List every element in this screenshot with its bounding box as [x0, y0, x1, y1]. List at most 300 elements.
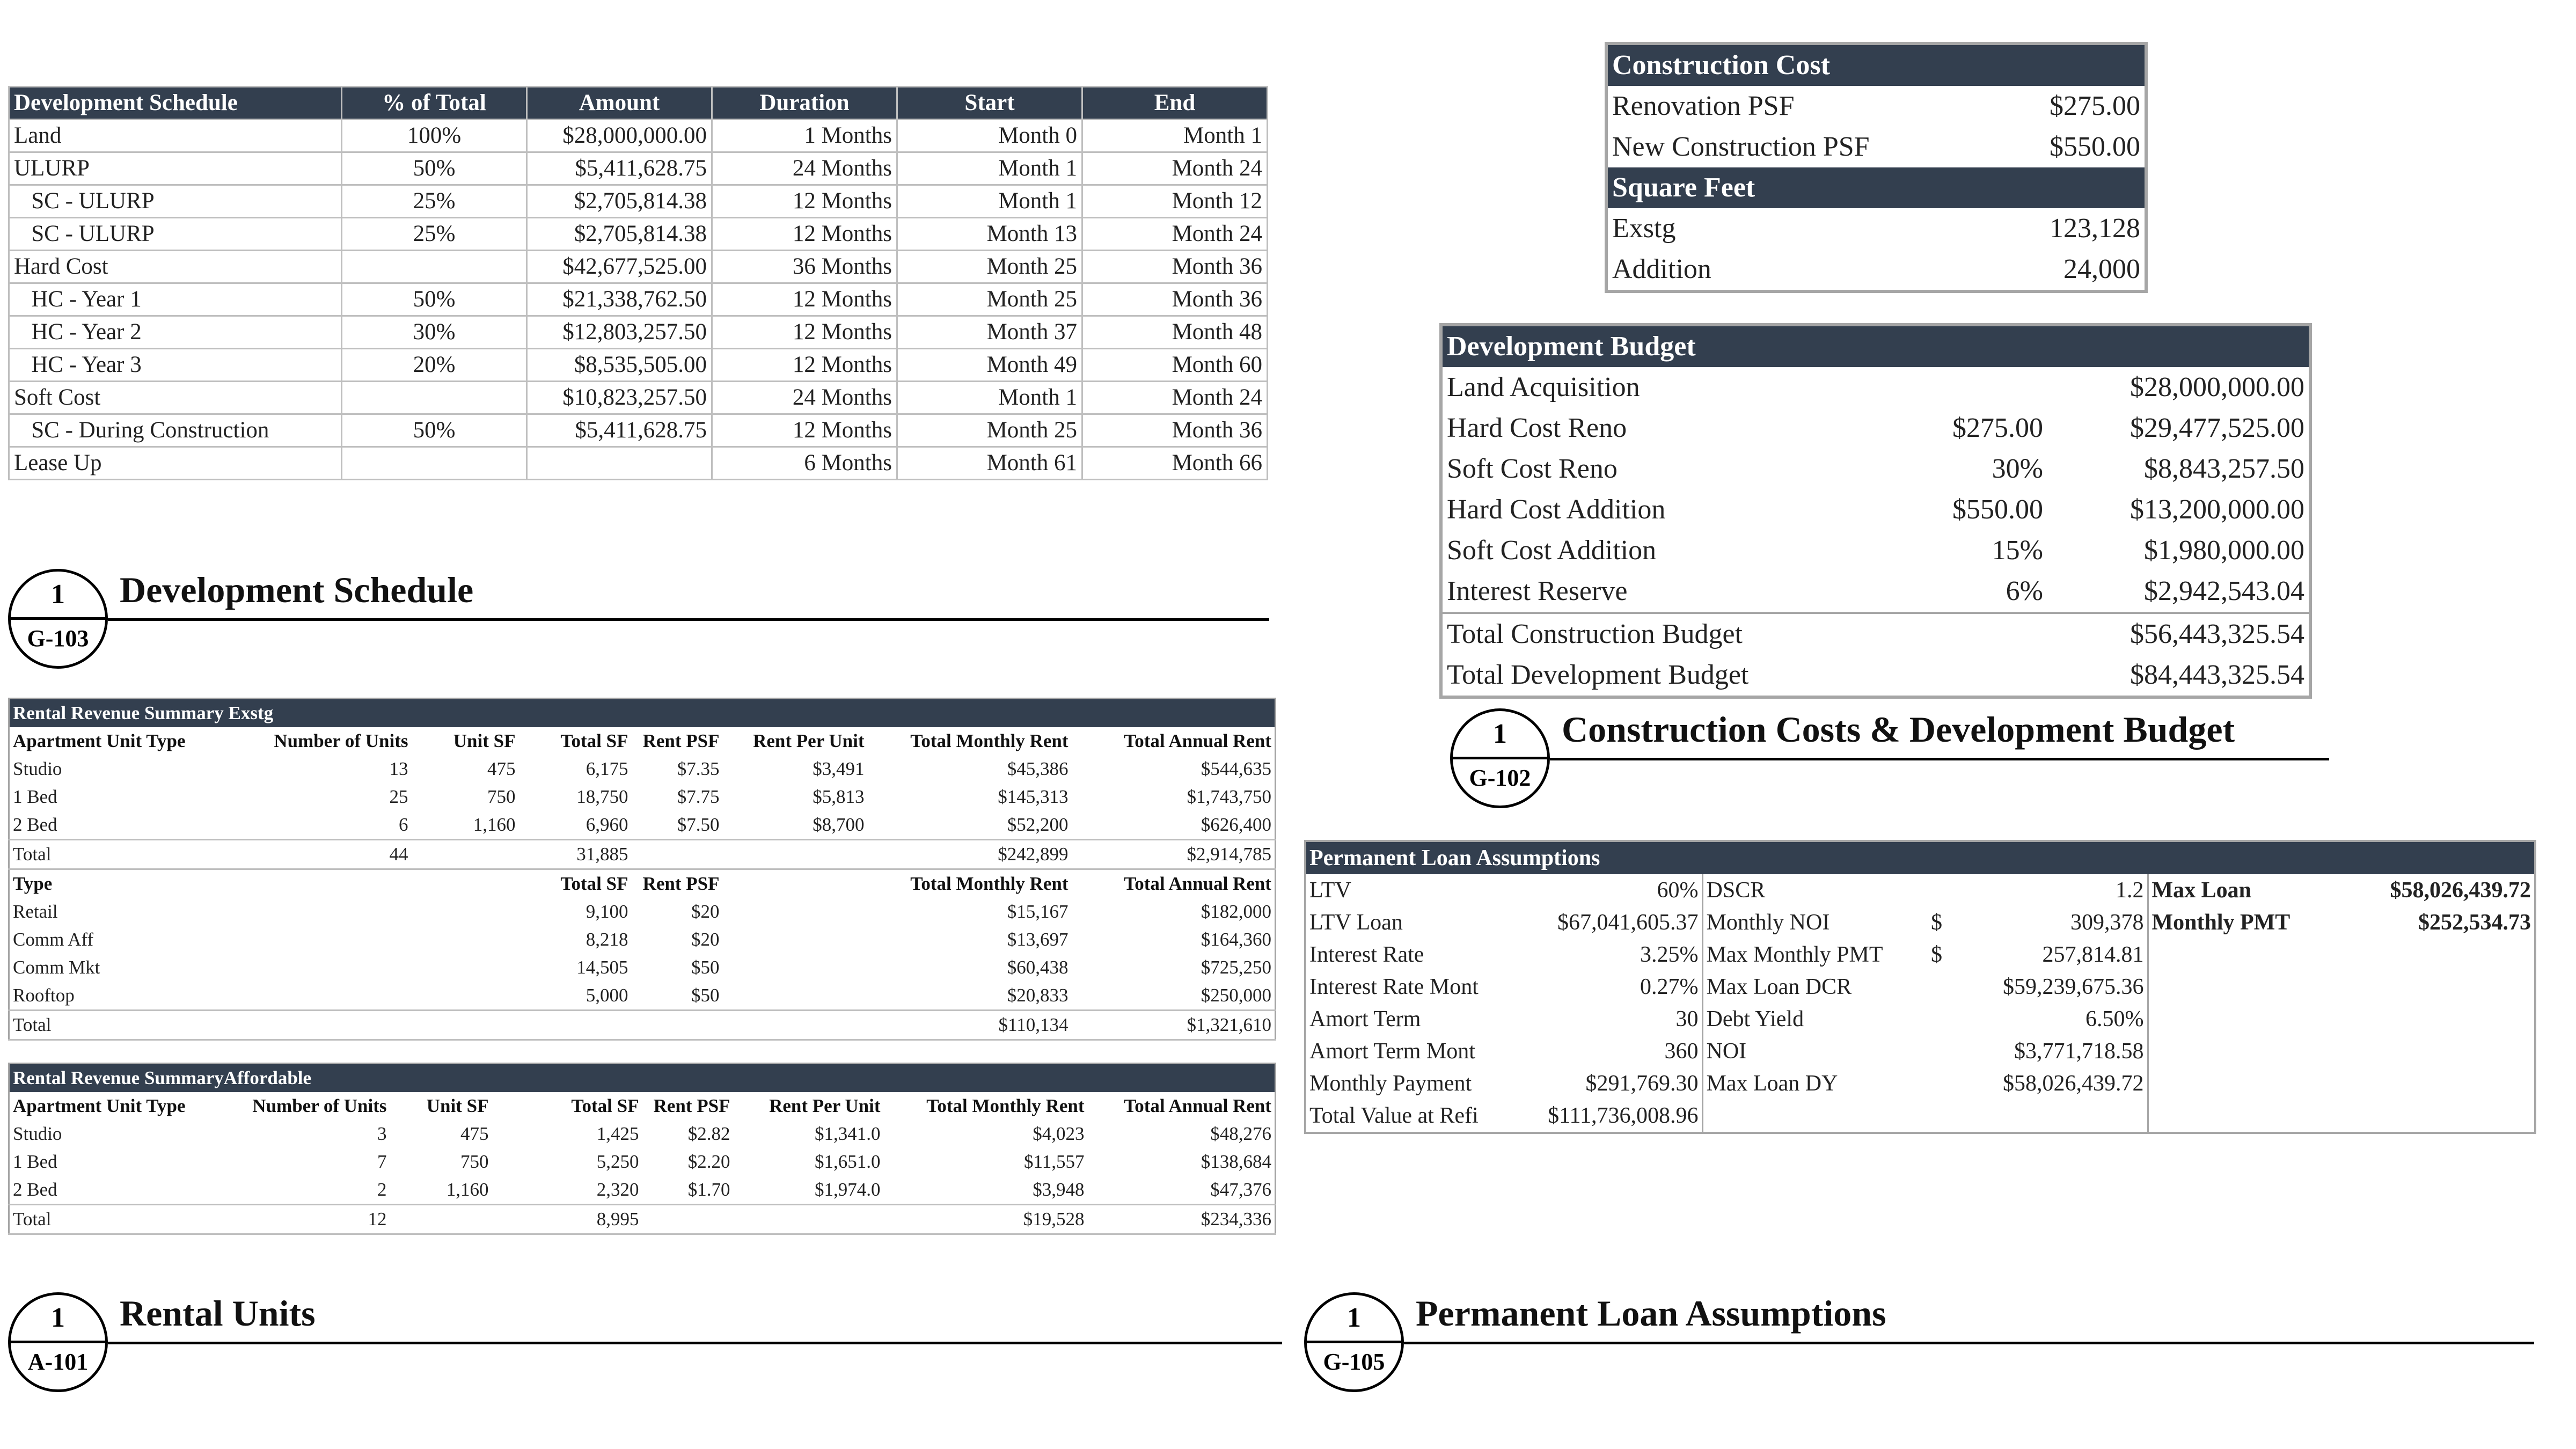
cell: 2 Bed — [13, 1179, 57, 1200]
column-header: Type — [13, 873, 53, 894]
cell: HC - Year 2 — [9, 316, 342, 349]
cell: Month 36 — [1082, 283, 1268, 316]
cell: Comm Aff — [13, 929, 94, 950]
column-header — [412, 869, 519, 898]
development-budget-header — [1441, 325, 2310, 367]
cell: New Construction PSF — [1612, 131, 1870, 162]
cell: 20% — [342, 349, 527, 382]
column-header: Unit SF — [453, 730, 516, 751]
development-schedule-table — [8, 86, 1268, 480]
cell: $110,134 — [868, 1011, 1072, 1040]
cell: $13,200,000.00 — [2130, 494, 2304, 525]
cell: $5,813 — [813, 786, 865, 807]
callout-number: 1 — [51, 1302, 65, 1333]
cell: Exstg — [1612, 213, 1676, 244]
cell: Hard Cost Reno — [1447, 413, 1627, 443]
cell: Month 25 — [897, 251, 1082, 283]
table-row — [9, 1176, 1276, 1205]
cell: 24 Months — [712, 152, 897, 185]
cell: Interest Reserve — [1447, 576, 1628, 606]
cell: Month 12 — [1082, 185, 1268, 218]
cell: Total Value at Refi — [1309, 1103, 1479, 1128]
cell: 30% — [342, 316, 527, 349]
cell: $59,239,675.36 — [2003, 975, 2144, 999]
cell: Max Loan DCR — [1702, 971, 1928, 1003]
cell — [2148, 971, 2325, 1003]
column-header-row — [9, 1092, 1276, 1120]
cell: Lease Up — [9, 447, 342, 480]
callout-divider — [8, 1341, 108, 1343]
table-row — [9, 898, 1276, 926]
cell — [2325, 1003, 2535, 1035]
cell — [2148, 1067, 2325, 1100]
callout-underline — [108, 1342, 1282, 1344]
cell: 1,160 — [473, 814, 516, 835]
cell: Month 24 — [1082, 152, 1268, 185]
callout-divider — [1304, 1341, 1404, 1343]
cell: Month 1 — [1082, 120, 1268, 152]
table-row — [9, 152, 1268, 185]
table-row — [1441, 655, 2310, 697]
cell: $13,697 — [1007, 929, 1069, 950]
cell: $56,443,325.54 — [2047, 613, 2310, 655]
cell: SC - During Construction — [9, 414, 342, 447]
table-row — [9, 251, 1268, 283]
cell: $48,276 — [1210, 1123, 1271, 1144]
cell: Hard Cost — [9, 251, 342, 283]
cell — [235, 898, 412, 926]
cell: $252,534.73 — [2418, 910, 2531, 935]
cell — [390, 1205, 492, 1234]
cell — [1976, 1100, 2148, 1133]
cell: Monthly Payment — [1309, 1071, 1472, 1096]
cell: Soft Cost — [9, 382, 342, 414]
column-header — [723, 869, 868, 898]
cell — [1913, 655, 2047, 697]
cell: Monthly NOI — [1702, 906, 1928, 939]
table-row — [9, 316, 1268, 349]
cell: $8,700 — [813, 814, 865, 835]
cell: Interest Rate Mont — [1309, 975, 1479, 999]
cell: Month 36 — [1082, 414, 1268, 447]
column-header: Rent PSF — [642, 730, 720, 751]
column-header: Rent Per Unit — [769, 1095, 881, 1116]
cell: 15% — [1992, 535, 2043, 566]
cell: Total — [9, 1205, 213, 1234]
table-row — [9, 283, 1268, 316]
cell: DSCR — [1702, 874, 1928, 906]
cell: $3,948 — [1033, 1179, 1085, 1200]
cell: $291,769.30 — [1585, 1071, 1699, 1096]
cell: $2,914,785 — [1072, 840, 1276, 869]
cell — [1928, 1003, 1976, 1035]
cell: Month 60 — [1082, 349, 1268, 382]
callout-underline — [108, 618, 1269, 621]
cell: Month 0 — [897, 120, 1082, 152]
cell — [2148, 939, 2325, 971]
column-header: Apartment Unit Type — [13, 1095, 186, 1116]
cell: $58,026,439.72 — [2003, 1071, 2144, 1096]
cell — [1928, 1035, 1976, 1067]
cell: $29,477,525.00 — [2130, 413, 2304, 443]
rental-revenue-affordable-table — [8, 1063, 1276, 1235]
table-row — [9, 349, 1268, 382]
cell: Month 24 — [1082, 218, 1268, 251]
cell: $8,843,257.50 — [2144, 453, 2304, 484]
column-header: Total Monthly Rent — [926, 1095, 1085, 1116]
table-row — [9, 1120, 1276, 1148]
cell — [2148, 1100, 2325, 1133]
callout-title: Construction Costs & Development Budget — [1562, 709, 2235, 750]
cell: $1,321,610 — [1072, 1011, 1276, 1040]
column-header: Total SF — [560, 730, 628, 751]
cell: Month 1 — [897, 185, 1082, 218]
cell: 6,960 — [586, 814, 628, 835]
cell: 3.25% — [1640, 942, 1699, 967]
cell: Amort Term — [1309, 1007, 1421, 1031]
cell: $550.00 — [2050, 131, 2140, 162]
cell — [2148, 1003, 2325, 1035]
callout-sheet: G-105 — [1323, 1349, 1385, 1375]
cell — [235, 1011, 412, 1040]
callout-number: 1 — [1493, 719, 1507, 749]
cell: 309,378 — [2070, 910, 2144, 935]
table-title: Rental Revenue Summary Exstg — [13, 702, 274, 723]
cell — [2325, 1035, 2535, 1067]
cell: $15,167 — [1007, 901, 1069, 922]
cell: $10,823,257.50 — [527, 382, 712, 414]
cell: Land — [9, 120, 342, 152]
cell: 6.50% — [2085, 1007, 2144, 1031]
cell: $2,942,543.04 — [2144, 576, 2304, 606]
cell: SC - ULURP — [9, 185, 342, 218]
column-header: Rent PSF — [653, 1095, 730, 1116]
cell: Month 1 — [897, 382, 1082, 414]
cell: $1,980,000.00 — [2144, 535, 2304, 566]
table-row — [1441, 449, 2310, 489]
cell: 5,250 — [596, 1151, 639, 1172]
column-header: Total Annual Rent — [1124, 1095, 1271, 1116]
column-header: Number of Units — [274, 730, 408, 751]
budget-body — [1441, 367, 2310, 697]
cell: $7.75 — [677, 786, 720, 807]
schedule-col-header: End — [1082, 87, 1268, 120]
cell: 7 — [377, 1151, 387, 1172]
table-row — [9, 447, 1268, 480]
cell: $45,386 — [1007, 758, 1069, 779]
cell: 12 Months — [712, 185, 897, 218]
table-row — [9, 954, 1276, 982]
schedule-col-header: Start — [897, 87, 1082, 120]
callout-divider — [1450, 757, 1550, 759]
cell: Month 24 — [1082, 382, 1268, 414]
cell: 8,995 — [492, 1205, 642, 1234]
cell: Hard Cost Addition — [1447, 494, 1666, 525]
cell: Month 48 — [1082, 316, 1268, 349]
cell — [412, 1011, 519, 1040]
cell: $250,000 — [1201, 985, 1271, 1006]
cell: $12,803,257.50 — [527, 316, 712, 349]
table-row — [1606, 208, 2146, 249]
cell: $50 — [691, 957, 720, 978]
cell: $275.00 — [1952, 413, 2043, 443]
construction-cost-header — [1606, 43, 2146, 86]
cell — [235, 954, 412, 982]
cell: 12 Months — [712, 414, 897, 447]
table-row — [9, 811, 1276, 840]
callout-underline — [1404, 1342, 2534, 1344]
cell: 60% — [1657, 878, 1699, 903]
table-row — [1305, 1035, 2535, 1067]
cell: 2 Bed — [13, 814, 57, 835]
cell: 6 Months — [712, 447, 897, 480]
cell: $ — [1931, 910, 1942, 935]
table-row — [9, 1148, 1276, 1176]
cell: $20 — [691, 929, 720, 950]
table-row — [1441, 367, 2310, 408]
cell: $5,411,628.75 — [527, 152, 712, 185]
cell: $242,899 — [868, 840, 1072, 869]
cell: Max Loan — [2148, 874, 2325, 906]
cell — [412, 926, 519, 954]
callout-title: Permanent Loan Assumptions — [1416, 1293, 1886, 1334]
column-header: Total Monthly Rent — [910, 873, 1069, 894]
cell — [1928, 971, 1976, 1003]
table-row — [1441, 489, 2310, 530]
column-header: Total SF — [560, 873, 628, 894]
cell — [2325, 1067, 2535, 1100]
cell: 12 Months — [712, 283, 897, 316]
cell: 360 — [1664, 1039, 1699, 1064]
cell: $42,677,525.00 — [527, 251, 712, 283]
loan-title: Permanent Loan Assumptions — [1309, 846, 1600, 870]
cell: $626,400 — [1201, 814, 1271, 835]
table-row — [9, 382, 1268, 414]
cell: $1,743,750 — [1187, 786, 1271, 807]
cell: 25 — [389, 786, 408, 807]
cell: Rooftop — [13, 985, 75, 1006]
cell: Monthly PMT — [2148, 906, 2325, 939]
cell: 475 — [460, 1123, 489, 1144]
cell: Retail — [13, 901, 58, 922]
cell: $7.50 — [677, 814, 720, 835]
cell: $2.82 — [687, 1123, 730, 1144]
callout-sheet: G-102 — [1469, 765, 1531, 791]
table-row — [1606, 86, 2146, 127]
square-feet-header — [1606, 167, 2146, 208]
cell: 9,100 — [586, 901, 628, 922]
table-row — [9, 414, 1268, 447]
cell: $ — [1931, 942, 1942, 967]
square-feet-title: Square Feet — [1612, 172, 1755, 203]
cell: $20 — [691, 901, 720, 922]
cell: 100% — [342, 120, 527, 152]
cell: SC - ULURP — [9, 218, 342, 251]
cell: ULURP — [9, 152, 342, 185]
cell — [342, 447, 527, 480]
cell: Total — [9, 1011, 235, 1040]
cell: Total Construction Budget — [1441, 613, 1913, 655]
table-row — [1305, 1003, 2535, 1035]
cell: 30 — [1675, 1007, 1699, 1031]
table-title: Rental Revenue SummaryAffordable — [13, 1067, 312, 1088]
development-budget-title: Development Budget — [1447, 331, 1696, 362]
table-row — [1441, 408, 2310, 449]
cell: Studio — [13, 758, 62, 779]
permanent-loan-table — [1304, 840, 2536, 1134]
cell: 13 — [389, 758, 408, 779]
callout-number: 1 — [51, 579, 65, 610]
cell: 25% — [342, 218, 527, 251]
table-row — [1441, 613, 2310, 655]
cell: 0.27% — [1640, 975, 1699, 999]
cell — [1928, 1100, 1976, 1133]
callout-number: 1 — [1347, 1302, 1361, 1333]
cell: $60,438 — [1007, 957, 1069, 978]
cell: 25% — [342, 185, 527, 218]
cell — [723, 982, 868, 1011]
total-row — [9, 1205, 1276, 1234]
cell: $1,974.0 — [815, 1179, 881, 1200]
cell: Renovation PSF — [1612, 91, 1795, 121]
table-row — [1606, 127, 2146, 167]
table-row — [1305, 1100, 2535, 1133]
cell: $28,000,000.00 — [527, 120, 712, 152]
column-header: Number of Units — [252, 1095, 387, 1116]
table-row — [1441, 530, 2310, 571]
cell: Addition — [1612, 254, 1711, 284]
column-header-row — [9, 869, 1276, 898]
callout-sheet: G-103 — [27, 625, 89, 652]
callout-title: Development Schedule — [120, 569, 474, 610]
cell: $58,026,439.72 — [2390, 878, 2531, 903]
cell: $47,376 — [1210, 1179, 1271, 1200]
cell — [412, 898, 519, 926]
cell: 750 — [487, 786, 516, 807]
cell: 36 Months — [712, 251, 897, 283]
column-header: Total Monthly Rent — [910, 730, 1069, 751]
cell: $3,491 — [813, 758, 865, 779]
cell: $544,635 — [1201, 758, 1271, 779]
cell: 24 Months — [712, 382, 897, 414]
cell — [632, 840, 723, 869]
schedule-body — [9, 120, 1268, 480]
cell: $145,313 — [998, 786, 1069, 807]
cell: Month 36 — [1082, 251, 1268, 283]
cell: 1.2 — [2116, 878, 2144, 903]
table-row — [1305, 1067, 2535, 1100]
column-header: Apartment Unit Type — [13, 730, 186, 751]
cell: $28,000,000.00 — [2130, 372, 2304, 402]
cell: 1 Months — [712, 120, 897, 152]
total-row — [9, 1011, 1276, 1040]
cell: $11,557 — [1024, 1151, 1085, 1172]
cell — [1702, 1100, 1928, 1133]
cell: Soft Cost Addition — [1447, 535, 1657, 566]
column-header: Unit SF — [426, 1095, 489, 1116]
cell — [723, 898, 868, 926]
callout-title: Rental Units — [120, 1293, 316, 1334]
table-row — [9, 982, 1276, 1011]
table-row — [1305, 906, 2535, 939]
cell: Month 25 — [897, 283, 1082, 316]
table-row — [1305, 874, 2535, 906]
table-row — [9, 783, 1276, 811]
cell: Debt Yield — [1702, 1003, 1928, 1035]
cell: HC - Year 1 — [9, 283, 342, 316]
cell: 12 Months — [712, 349, 897, 382]
cell — [1913, 613, 2047, 655]
cell: 12 Months — [712, 316, 897, 349]
table-header-row — [9, 1064, 1276, 1093]
cell: Month 37 — [897, 316, 1082, 349]
cell: 6 — [399, 814, 408, 835]
cell: Month 49 — [897, 349, 1082, 382]
column-header — [235, 869, 412, 898]
cell: 1,160 — [446, 1179, 489, 1200]
cell — [2148, 1035, 2325, 1067]
schedule-col-header: Duration — [712, 87, 897, 120]
table-row — [9, 120, 1268, 152]
cell: 50% — [342, 152, 527, 185]
cell: Max Monthly PMT — [1702, 939, 1928, 971]
cell: 12 Months — [712, 218, 897, 251]
cell: $725,250 — [1201, 957, 1271, 978]
cell: $2,705,814.38 — [527, 218, 712, 251]
cell: $138,684 — [1201, 1151, 1271, 1172]
cell — [723, 1011, 868, 1040]
cell — [235, 982, 412, 1011]
cell: $111,736,008.96 — [1548, 1103, 1699, 1128]
cell: 2,320 — [596, 1179, 639, 1200]
callout-divider — [8, 617, 108, 620]
cell — [2325, 971, 2535, 1003]
cell: Amort Term Mont — [1309, 1039, 1475, 1064]
column-header-row — [9, 727, 1276, 755]
cell: $1.70 — [687, 1179, 730, 1200]
cell: $164,360 — [1201, 929, 1271, 950]
cell: $2.20 — [687, 1151, 730, 1172]
cell: LTV — [1309, 878, 1351, 903]
cell: Total Development Budget — [1447, 660, 1749, 690]
cell: $2,705,814.38 — [527, 185, 712, 218]
cell: $19,528 — [884, 1205, 1088, 1234]
cell: $3,771,718.58 — [2014, 1039, 2144, 1064]
cell: Month 66 — [1082, 447, 1268, 480]
cell: 257,814.81 — [2042, 942, 2144, 967]
cell — [723, 926, 868, 954]
schedule-col-header: Amount — [527, 87, 712, 120]
cell: $275.00 — [2050, 91, 2140, 121]
cell: NOI — [1702, 1035, 1928, 1067]
cell: 5,000 — [586, 985, 628, 1006]
table-row — [1441, 571, 2310, 613]
development-budget-table — [1439, 323, 2312, 699]
cell: $21,338,762.50 — [527, 283, 712, 316]
cell: Max Loan DY — [1702, 1067, 1928, 1100]
schedule-header-row — [9, 87, 1268, 120]
total-row — [9, 840, 1276, 869]
cell: Soft Cost Reno — [1447, 453, 1618, 484]
column-header: Total SF — [571, 1095, 639, 1116]
cell: 50% — [342, 414, 527, 447]
table-row — [9, 185, 1268, 218]
schedule-col-header: % of Total — [342, 87, 527, 120]
cell — [412, 982, 519, 1011]
column-header: Rent PSF — [642, 873, 720, 894]
cell: $84,443,325.54 — [2130, 660, 2304, 690]
column-header: Total Annual Rent — [1124, 873, 1271, 894]
